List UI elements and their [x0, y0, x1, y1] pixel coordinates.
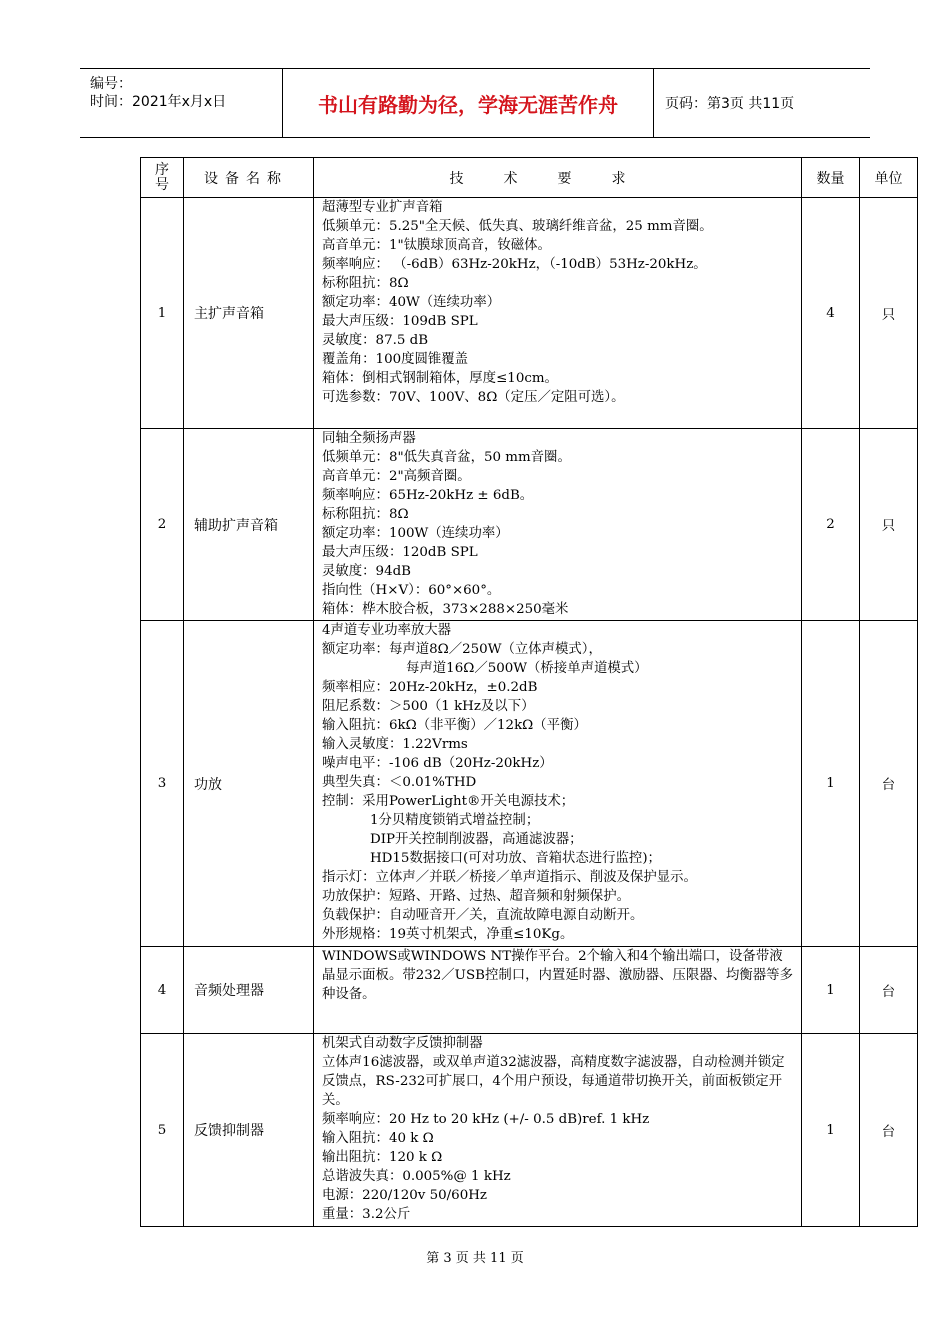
header-requirements: 技术要求: [314, 158, 802, 198]
spec-line: 频率响应：20 Hz to 20 kHz (+/- 0.5 dB)ref. 1 kHz: [322, 1112, 650, 1127]
spec-line: 电源：220/120v 50/60Hz: [322, 1188, 487, 1203]
spec-line: 每声道16Ω／500W（桥接单声道模式）: [406, 661, 648, 676]
header-no-text: 序 号: [155, 161, 169, 193]
row-quantity: 4: [802, 198, 860, 429]
row-quantity: 2: [802, 429, 860, 621]
table-row: [141, 1034, 918, 1227]
header-no: [141, 158, 184, 198]
spec-line: 控制：采用PowerLight®开关电源技术；: [322, 794, 575, 809]
spec-line: 输入阻抗：40 k Ω: [322, 1131, 434, 1146]
header-quantity: 数量: [802, 158, 860, 198]
spec-line: 频率响应：65Hz-20kHz ± 6dB。: [322, 488, 534, 503]
row-quantity: 1: [802, 621, 860, 947]
spec-line: 最大声压级：120dB SPL: [322, 545, 478, 560]
row-no: 4: [141, 947, 184, 1034]
page-header: [80, 68, 870, 138]
row-unit: 台: [860, 1034, 918, 1227]
spec-line: 阻尼系数：＞500（1 kHz及以下）: [322, 699, 535, 714]
spec-line: 标称阻抗：8Ω: [322, 276, 409, 291]
row-requirements: [314, 429, 802, 621]
spec-line: 机架式自动数字反馈抑制器: [322, 1036, 483, 1051]
header-unit: 单位: [860, 158, 918, 198]
header-page-info: 页码：第3页 共11页: [665, 96, 795, 112]
row-requirements: [314, 1034, 802, 1227]
row-requirements: [314, 198, 802, 429]
spec-line: 输入阻抗：6kΩ（非平衡）／12kΩ（平衡）: [322, 718, 587, 733]
spec-line: 总谐波失真：0.005%@ 1 kHz: [322, 1169, 511, 1184]
row-quantity: 1: [802, 947, 860, 1034]
document-number-label: 编号：: [90, 76, 132, 92]
table-row: [141, 429, 918, 621]
spec-line: 覆盖角：100度圆锥覆盖: [322, 352, 469, 367]
spec-line: 噪声电平：-106 dB（20Hz-20kHz）: [322, 756, 553, 771]
spec-line: 低频单元：5.25"全天候、低失真、玻璃纤维音盆，25 mm音圈。: [322, 219, 713, 234]
spec-line: 输出阻抗：120 k Ω: [322, 1150, 443, 1165]
spec-paragraph: WINDOWS或WINDOWS NT操作平台。2个输入和4个输出端口，设备带液晶显示面板。带232／USB控制口，内置延时器、激励器、压限器、均衡器等多种设备。: [322, 949, 793, 1002]
row-unit: 台: [860, 621, 918, 947]
spec-line: 4声道专业功率放大器: [322, 623, 452, 638]
row-unit: 只: [860, 198, 918, 429]
spec-line: 频率相应：20Hz-20kHz，±0.2dB: [322, 680, 538, 695]
row-equipment-name: 主扩声音箱: [184, 198, 314, 429]
spec-line: 最大声压级：109dB SPL: [322, 314, 478, 329]
row-requirements: [314, 947, 802, 1034]
row-equipment-name: 反馈抑制器: [184, 1034, 314, 1227]
spec-line: 灵敏度：94dB: [322, 564, 412, 579]
spec-line: 灵敏度：87.5 dB: [322, 333, 429, 348]
row-unit: 台: [860, 947, 918, 1034]
row-no: 5: [141, 1034, 184, 1227]
row-quantity: 1: [802, 1034, 860, 1227]
spec-line: 1分贝精度锁销式增益控制；: [370, 813, 540, 828]
spec-line: 输入灵敏度：1.22Vrms: [322, 737, 468, 752]
spec-line: DIP开关控制削波器，高通滤波器；: [370, 832, 583, 847]
row-requirements: [314, 621, 802, 947]
table-row: [141, 621, 918, 947]
table-header-row: [141, 158, 918, 198]
spec-line: 频率响应： （-6dB）63Hz-20kHz，（-10dB）53Hz-20kHz。: [322, 257, 707, 272]
spec-line: 标称阻抗：8Ω: [322, 507, 409, 522]
table-row: [141, 947, 918, 1034]
spec-line: 功放保护：短路、开路、过热、超音频和射频保护。: [322, 889, 630, 904]
spec-line: HD15数据接口(可对功放、音箱状态进行监控)；: [370, 851, 661, 866]
spec-line: 指向性（H×V）：60°×60°。: [322, 583, 501, 598]
row-equipment-name: 辅助扩声音箱: [184, 429, 314, 621]
row-equipment-name: 功放: [184, 621, 314, 947]
page-footer: 第 3 页 共 11 页: [426, 1251, 524, 1266]
spec-line: 低频单元：8"低失真音盆，50 mm音圈。: [322, 450, 571, 465]
spec-line: 指示灯：立体声／并联／桥接／单声道指示、削波及保护显示。: [322, 870, 697, 885]
header-name: 设备名称: [184, 158, 314, 198]
header-meta: [80, 69, 283, 137]
header-motto: 书山有路勤为径，学海无涯苦作舟: [283, 69, 654, 137]
spec-line: 额定功率：100W（连续功率）: [322, 526, 509, 541]
spec-line: 箱体：桦木胶合板，373×288×250毫米: [322, 602, 569, 617]
spec-line: 可选参数：70V、100V、8Ω（定压／定阻可选）。: [322, 390, 625, 405]
row-no: 2: [141, 429, 184, 621]
spec-line: 箱体：倒相式钢制箱体，厚度≤10cm。: [322, 371, 558, 386]
spec-line: 高音单元：1"钛膜球顶高音，钕磁体。: [322, 238, 551, 253]
spec-line: 典型失真：＜0.01%THD: [322, 775, 477, 790]
spec-line: 负载保护：自动哑音开／关，直流故障电源自动断开。: [322, 908, 644, 923]
spec-line: 超薄型专业扩声音箱: [322, 200, 443, 215]
row-no: 1: [141, 198, 184, 429]
row-unit: 只: [860, 429, 918, 621]
row-no: 3: [141, 621, 184, 947]
equipment-spec-table: [140, 157, 918, 1227]
spec-line: 同轴全频扬声器: [322, 431, 416, 446]
spec-line: 额定功率：40W（连续功率）: [322, 295, 501, 310]
spec-line: 立体声16滤波器，或双单声道32滤波器，高精度数字滤波器，自动检测并锁定反馈点，RS-232可扩展口，4个用户预设，每通道带切换开关，前面板锁定开关。: [322, 1055, 785, 1108]
spec-line: 重量：3.2公斤: [322, 1207, 411, 1222]
table-row: [141, 198, 918, 429]
document-date-label: 时间：2021年x月x日: [90, 94, 227, 110]
spec-line: 额定功率：每声道8Ω／250W（立体声模式），: [322, 642, 602, 657]
row-equipment-name: 音频处理器: [184, 947, 314, 1034]
spec-line: 外形规格：19英寸机架式，净重≤10Kg。: [322, 927, 574, 942]
spec-line: 高音单元：2"高频音圈。: [322, 469, 471, 484]
